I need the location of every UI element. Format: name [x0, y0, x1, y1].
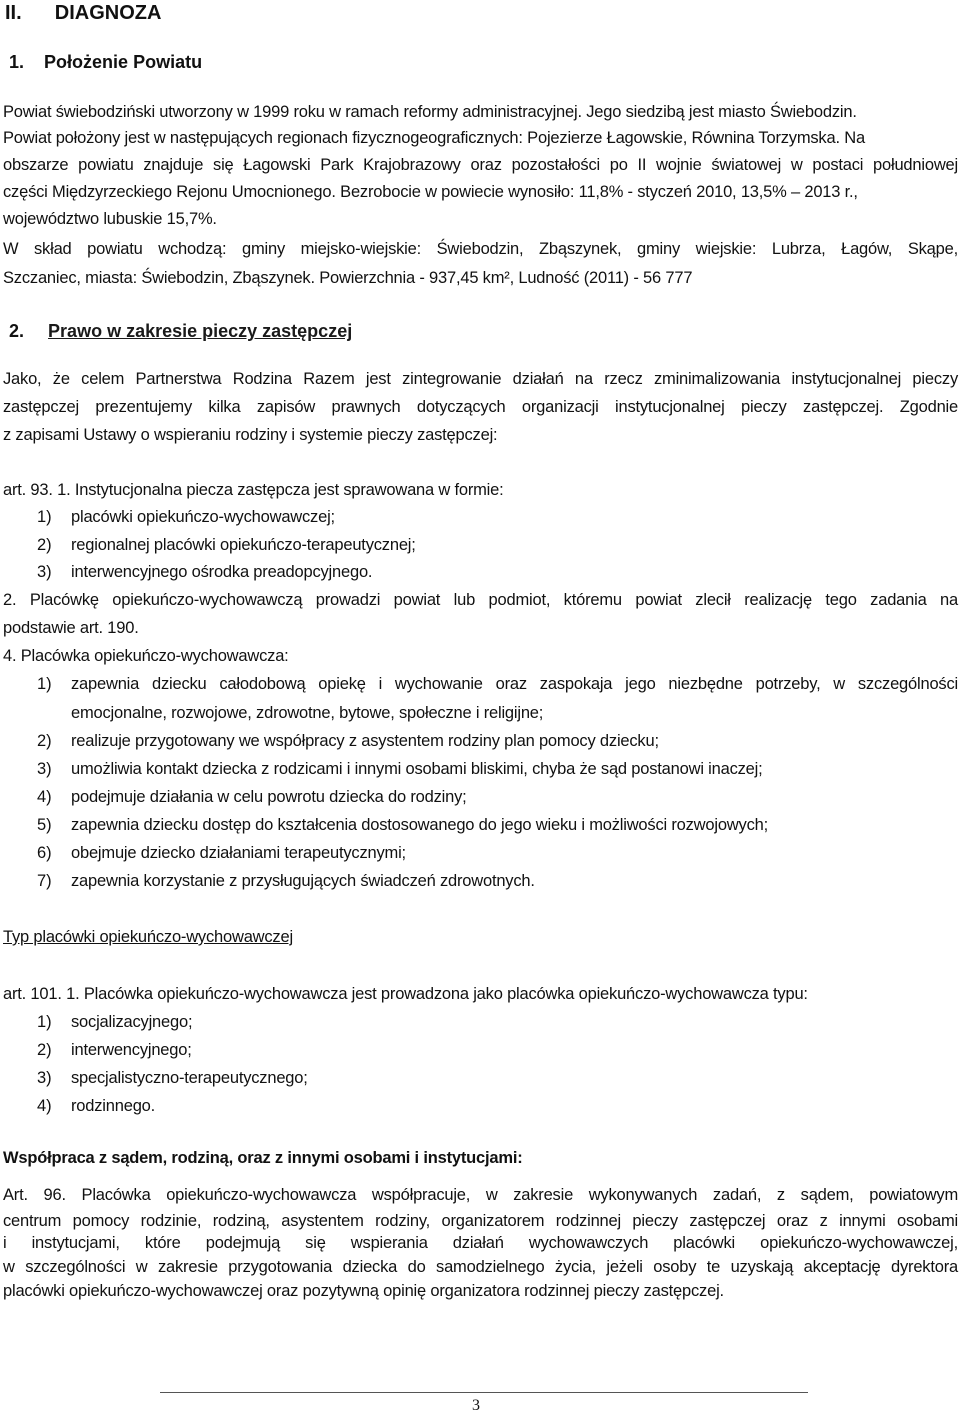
list-item: rodzinnego.	[71, 1097, 156, 1115]
list-number: 3)	[37, 563, 52, 581]
list-item: realizuje przygotowany we współpracy z asystentem rodziny plan pomocy dziecku;	[71, 732, 659, 750]
list-item: specjalistyczno-terapeutycznego;	[71, 1069, 308, 1087]
paragraph-line: podstawie art. 190.	[3, 619, 139, 637]
subsection-1-heading	[9, 52, 202, 73]
list-number: 1)	[37, 508, 52, 526]
list-number: 3)	[37, 760, 52, 778]
section-title: DIAGNOZA	[54, 2, 162, 24]
subsection-2-number: 2.	[9, 321, 25, 341]
list-item: zapewnia dziecku całodobową opiekę i wychowanie oraz zaspokaja jego niezbędne potrzeby, w szczególności	[71, 675, 958, 693]
subsection-1-number: 1.	[9, 52, 25, 72]
list-item: umożliwia kontakt dziecka z rodzicami i innymi osobami bliskimi, chyba że sąd postanowi inaczej;	[71, 760, 763, 778]
paragraph-line: w szczególności w zakresie przygotowania dziecka do samodzielnego życia, jeżeli osoby te uzyskają akceptację dyrektora	[3, 1258, 958, 1276]
list-item: interwencyjnego;	[71, 1041, 192, 1059]
typ-heading: Typ placówki opiekuńczo-wychowawczej	[3, 928, 293, 946]
list-number: 4)	[37, 788, 52, 806]
paragraph-line: centrum pomocy rodzinie, rodziną, asystentem rodziny, organizatorem rodzinnej pieczy zastępczej oraz z innymi osobami	[3, 1212, 958, 1230]
subsection-2-heading	[9, 321, 352, 342]
paragraph-line: Art. 96. Placówka opiekuńczo-wychowawcza współpracuje, w zakresie wykonywanych zadań, z sądem, powiatowym	[3, 1186, 958, 1204]
article-101: art. 101. 1. Placówka opiekuńczo-wychowawcza jest prowadzona jako placówka opiekuńczo-wychowawcza typu:	[3, 985, 808, 1003]
list-item: regionalnej placówki opiekuńczo-terapeutycznej;	[71, 536, 416, 554]
paragraph-line: W skład powiatu wchodzą: gminy miejsko-wiejskie: Świebodzin, Zbąszynek, gminy wiejskie: Lubrza, Łagów, Skąpe,	[3, 240, 958, 258]
list-item: zapewnia korzystanie z przysługujących świadczeń zdrowotnych.	[71, 872, 535, 890]
paragraph-line: Jako, że celem Partnerstwa Rodzina Razem jest zintegrowanie działań na rzecz zminimalizowania instytucjonalnej pieczy	[3, 370, 958, 388]
paragraph-line: Szczaniec, miasta: Świebodzin, Zbąszynek. Powierzchnia - 937,45 km², Ludność (2011) - 56 777	[3, 269, 693, 287]
section-heading	[5, 2, 161, 25]
paragraph-line: z zapisami Ustawy o wspieraniu rodziny i systemie pieczy zastępczej:	[3, 426, 498, 444]
wspolpraca-heading: Współpraca z sądem, rodziną, oraz z innymi osobami i instytucjami:	[3, 1149, 523, 1167]
list-number: 2)	[37, 732, 52, 750]
paragraph-line: zastępczej prezentujemy kilka zapisów prawnych dotyczących organizacji instytucjonalnej pieczy zastępczej. Zgodnie	[3, 398, 958, 416]
list-item: socjalizacyjnego;	[71, 1013, 193, 1031]
list-item: zapewnia dziecku dostęp do kształcenia dostosowanego do jego wieku i możliwości rozwojowych;	[71, 816, 768, 834]
paragraph-line: placówki opiekuńczo-wychowawczej oraz pozytywną opinię organizatora rodzinnej pieczy zastępczej.	[3, 1282, 724, 1300]
list-number: 5)	[37, 816, 52, 834]
subsection-2-title: Prawo w zakresie pieczy zastępczej	[48, 321, 353, 341]
paragraph-line: i instytucjami, które podejmują się wspierania działań wychowawczych placówki opiekuńczo-wychowawczej,	[3, 1234, 958, 1252]
list-number: 3)	[37, 1069, 52, 1087]
paragraph-line: województwo lubuskie 15,7%.	[3, 210, 217, 228]
section-number: II.	[5, 2, 22, 24]
article-93: art. 93. 1. Instytucjonalna piecza zastępcza jest sprawowana w formie:	[3, 481, 504, 499]
paragraph-line: Powiat świebodziński utworzony w 1999 roku w ramach reformy administracyjnej. Jego siedzibą jest miasto Świebodzin.	[3, 103, 857, 121]
paragraph-line: obszarze powiatu znajduje się Łagowski Park Krajobrazowy oraz pozostałości po II wojnie światowej w postaci południowej	[3, 156, 958, 174]
list-number: 7)	[37, 872, 52, 890]
list-number: 4)	[37, 1097, 52, 1115]
page-number: 3	[472, 1397, 480, 1414]
list-item: obejmuje dziecko działaniami terapeutycznymi;	[71, 844, 406, 862]
list-item: interwencyjnego ośrodka preadopcyjnego.	[71, 563, 373, 581]
list-item-continuation: emocjonalne, rozwojowe, zdrowotne, bytowe, społeczne i religijne;	[71, 704, 544, 722]
list-number: 1)	[37, 675, 52, 693]
list-item: podejmuje działania w celu powrotu dziecka do rodziny;	[71, 788, 467, 806]
paragraph-line: Powiat położony jest w następujących regionach fizycznogeograficznych: Pojezierze Łagowskie, Równina Torzymska. Na	[3, 129, 865, 147]
subsection-1-title: Położenie Powiatu	[44, 52, 203, 72]
list-number: 1)	[37, 1013, 52, 1031]
paragraph-line: 2. Placówkę opiekuńczo-wychowawczą prowadzi powiat lub podmiot, któremu powiat zlecił realizację tego zadania na	[3, 591, 958, 609]
list-item: placówki opiekuńczo-wychowawczej;	[71, 508, 335, 526]
paragraph-4: 4. Placówka opiekuńczo-wychowawcza:	[3, 647, 289, 665]
list-number: 2)	[37, 536, 52, 554]
footer-divider	[160, 1392, 808, 1393]
list-number: 6)	[37, 844, 52, 862]
list-number: 2)	[37, 1041, 52, 1059]
paragraph-line: części Międzyrzeckiego Rejonu Umocnionego. Bezrobocie w powiecie wynosiło: 11,8% - styczeń 2010, 13,5% – 2013 r.,	[3, 183, 858, 201]
